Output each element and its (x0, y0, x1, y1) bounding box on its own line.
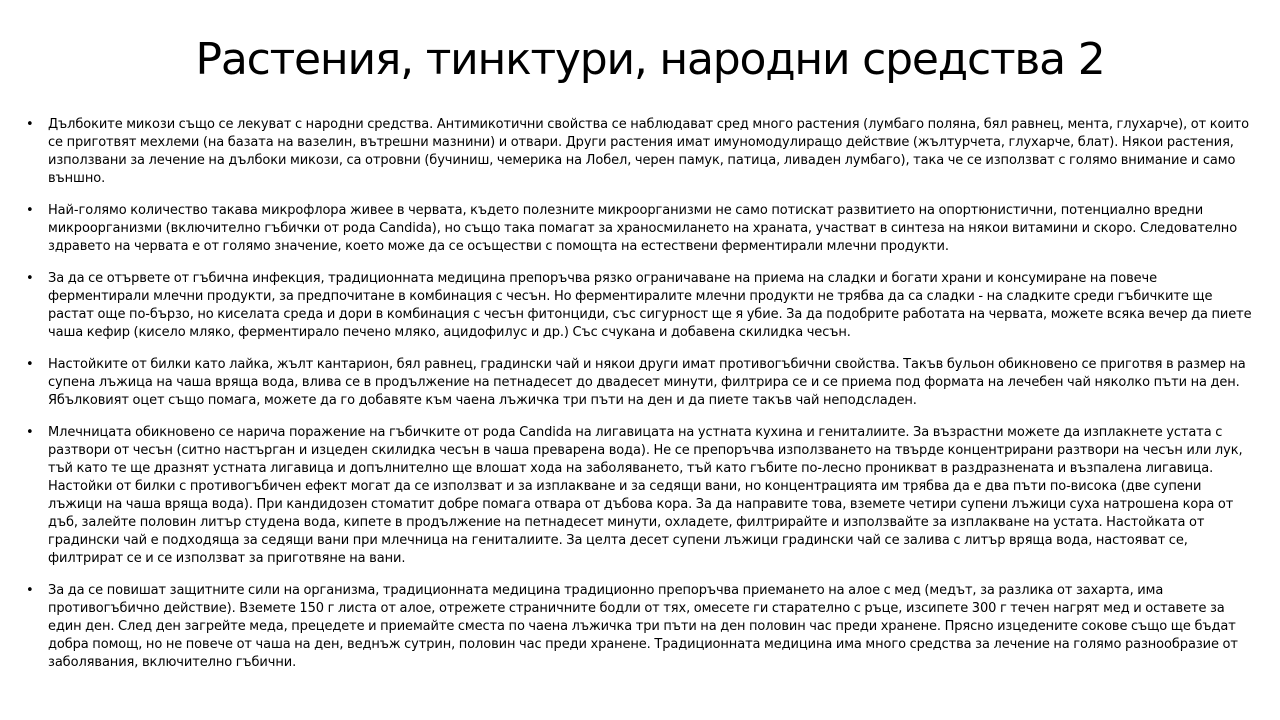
slide-title: Растения, тинктури, народни средства 2 (195, 34, 1105, 85)
bullet-item-3 (26, 270, 1258, 342)
bullet-item-5 (26, 424, 1258, 568)
bullet-list (26, 116, 1258, 686)
bullet-item-2 (26, 202, 1258, 256)
bullet-icon: • (26, 271, 34, 286)
bullet-text: Дълбоките микози също се лекуват с народни средства. Антимикотични свойства се наблюдават сред много растения (лумбаго поляна, бял равнец, мента, глухарче), от които се приготвят мехлеми (на базата на вазелин, вътрешни мазнини) и отвари. Други растения имат имуномодулиращо действие (жълтурчета, глухарче, блат). Някои растения, използвани за лечение на дълбоки микози, са отровни (бучиниш, чемерика на Лобел, черен памук, патица, ливаден лумбаго), така че се използват с голямо внимание и само външно. (48, 117, 1249, 186)
bullet-item-4 (26, 356, 1258, 410)
bullet-text: Настойките от билки като лайка, жълт кантарион, бял равнец, градински чай и някои други имат противогъбични свойства. Такъв бульон обикновено се приготвя в размер на супена лъжица на чаша вряща вода, влива се в продължение на петнадесет до двадесет минути, филтрира се и се приема под формата на лечебен чай няколко пъти на ден. Ябълковият оцет също помага, можете да го добавяте към чаена лъжичка три пъти на ден и да пиете такъв чай неподсладен. (48, 357, 1246, 408)
bullet-icon: • (26, 203, 34, 218)
bullet-icon: • (26, 117, 34, 132)
bullet-item-1 (26, 116, 1258, 188)
bullet-icon: • (26, 583, 34, 598)
bullet-icon: • (26, 357, 34, 372)
bullet-text: Най-голямо количество такава микрофлора живее в червата, където полезните микроорганизми не само потискат развитието на опортюнистични, потенциално вредни микроорганизми (включително гъбички от рода Candida), но също така помагат за храносмилането на храната, участват в синтеза на някои витамини и скоро. Следователно здравето на червата е от голямо значение, което може да се осъществи с помощта на естествени ферментирали млечни продукти. (48, 203, 1238, 254)
bullet-item-6 (26, 582, 1258, 672)
bullet-text: За да се отървете от гъбична инфекция, традиционната медицина препоръчва рязко ограничаване на приема на сладки и богати храни и консумиране на повече ферментирали млечни продукти, за предпочитане в комбинация с чесън. Но ферментиралите млечни продукти не трябва да са сладки - на сладките среди гъбичките ще растат още по-бързо, но киселата среда и дори в комбинация с чесън фитонциди, със сигурност ще я убие. За да подобрите работата на червата, можете всяка вечер да пиете чаша кефир (кисело мляко, ферментирало печено мляко, ацидофилус и др.) Със счукана и добавена скилидка чесън. (48, 271, 1252, 340)
bullet-text: Млечницата обикновено се нарича поражение на гъбичките от рода Candida на лигавицата на устната кухина и гениталиите. За възрастни можете да изплакнете устата с разтвори от чесън (ситно настърган и изцеден скилидка чесън в чаша преварена вода). Не се препоръчва използването на твърде концентрирани разтвори на чесън или лук, тъй като те ще дразнят устната лигавица и допълнително ще влошат хода на заболяването, тъй като гъбите по-лесно проникват в раздразнената и възпалена лигавица. Настойки от билки с противогъбичен ефект могат да се използват и за изплакване и за седящи вани, но концентрацията им трябва да е два пъти по-висока (две супени лъжици на чаша вряща вода). При кандидозен стоматит добре помага отвара от дъбова кора. За да направите това, вземете четири супени лъжици суха натрошена кора от дъб, залейте половин литър студена вода, кипете в продължение на петнадесет минути, охладете, филтрирайте и използвайте за изплакване на устата. Настойката от градински чай е подходяща за седящи вани при млечница на гениталиите. За целта десет супени лъжици градински чай се залива с литър вряща вода, настояват се, филтрират се и се използват за приготвяне на вани. (48, 425, 1243, 566)
bullet-text: За да се повишат защитните сили на организма, традиционната медицина традиционно препоръчва приемането на алое с мед (медът, за разлика от захарта, има противогъбично действие). Вземете 150 г листа от алое, отрежете страничните бодли от тях, омесете ги старателно с ръце, изсипете 300 г течен нагрят мед и оставете за един ден. След ден загрейте меда, прецедете и приемайте сместа по чаена лъжичка три пъти на ден половин час преди хранене. Прясно изцедените сокове също ще бъдат добра помощ, но не повече от чаша на ден, веднъж сутрин, половин час преди хранене. Традиционната медицина има много средства за лечение на голямо разнообразие от заболявания, включително гъбични. (48, 583, 1238, 670)
bullet-icon: • (26, 425, 34, 440)
